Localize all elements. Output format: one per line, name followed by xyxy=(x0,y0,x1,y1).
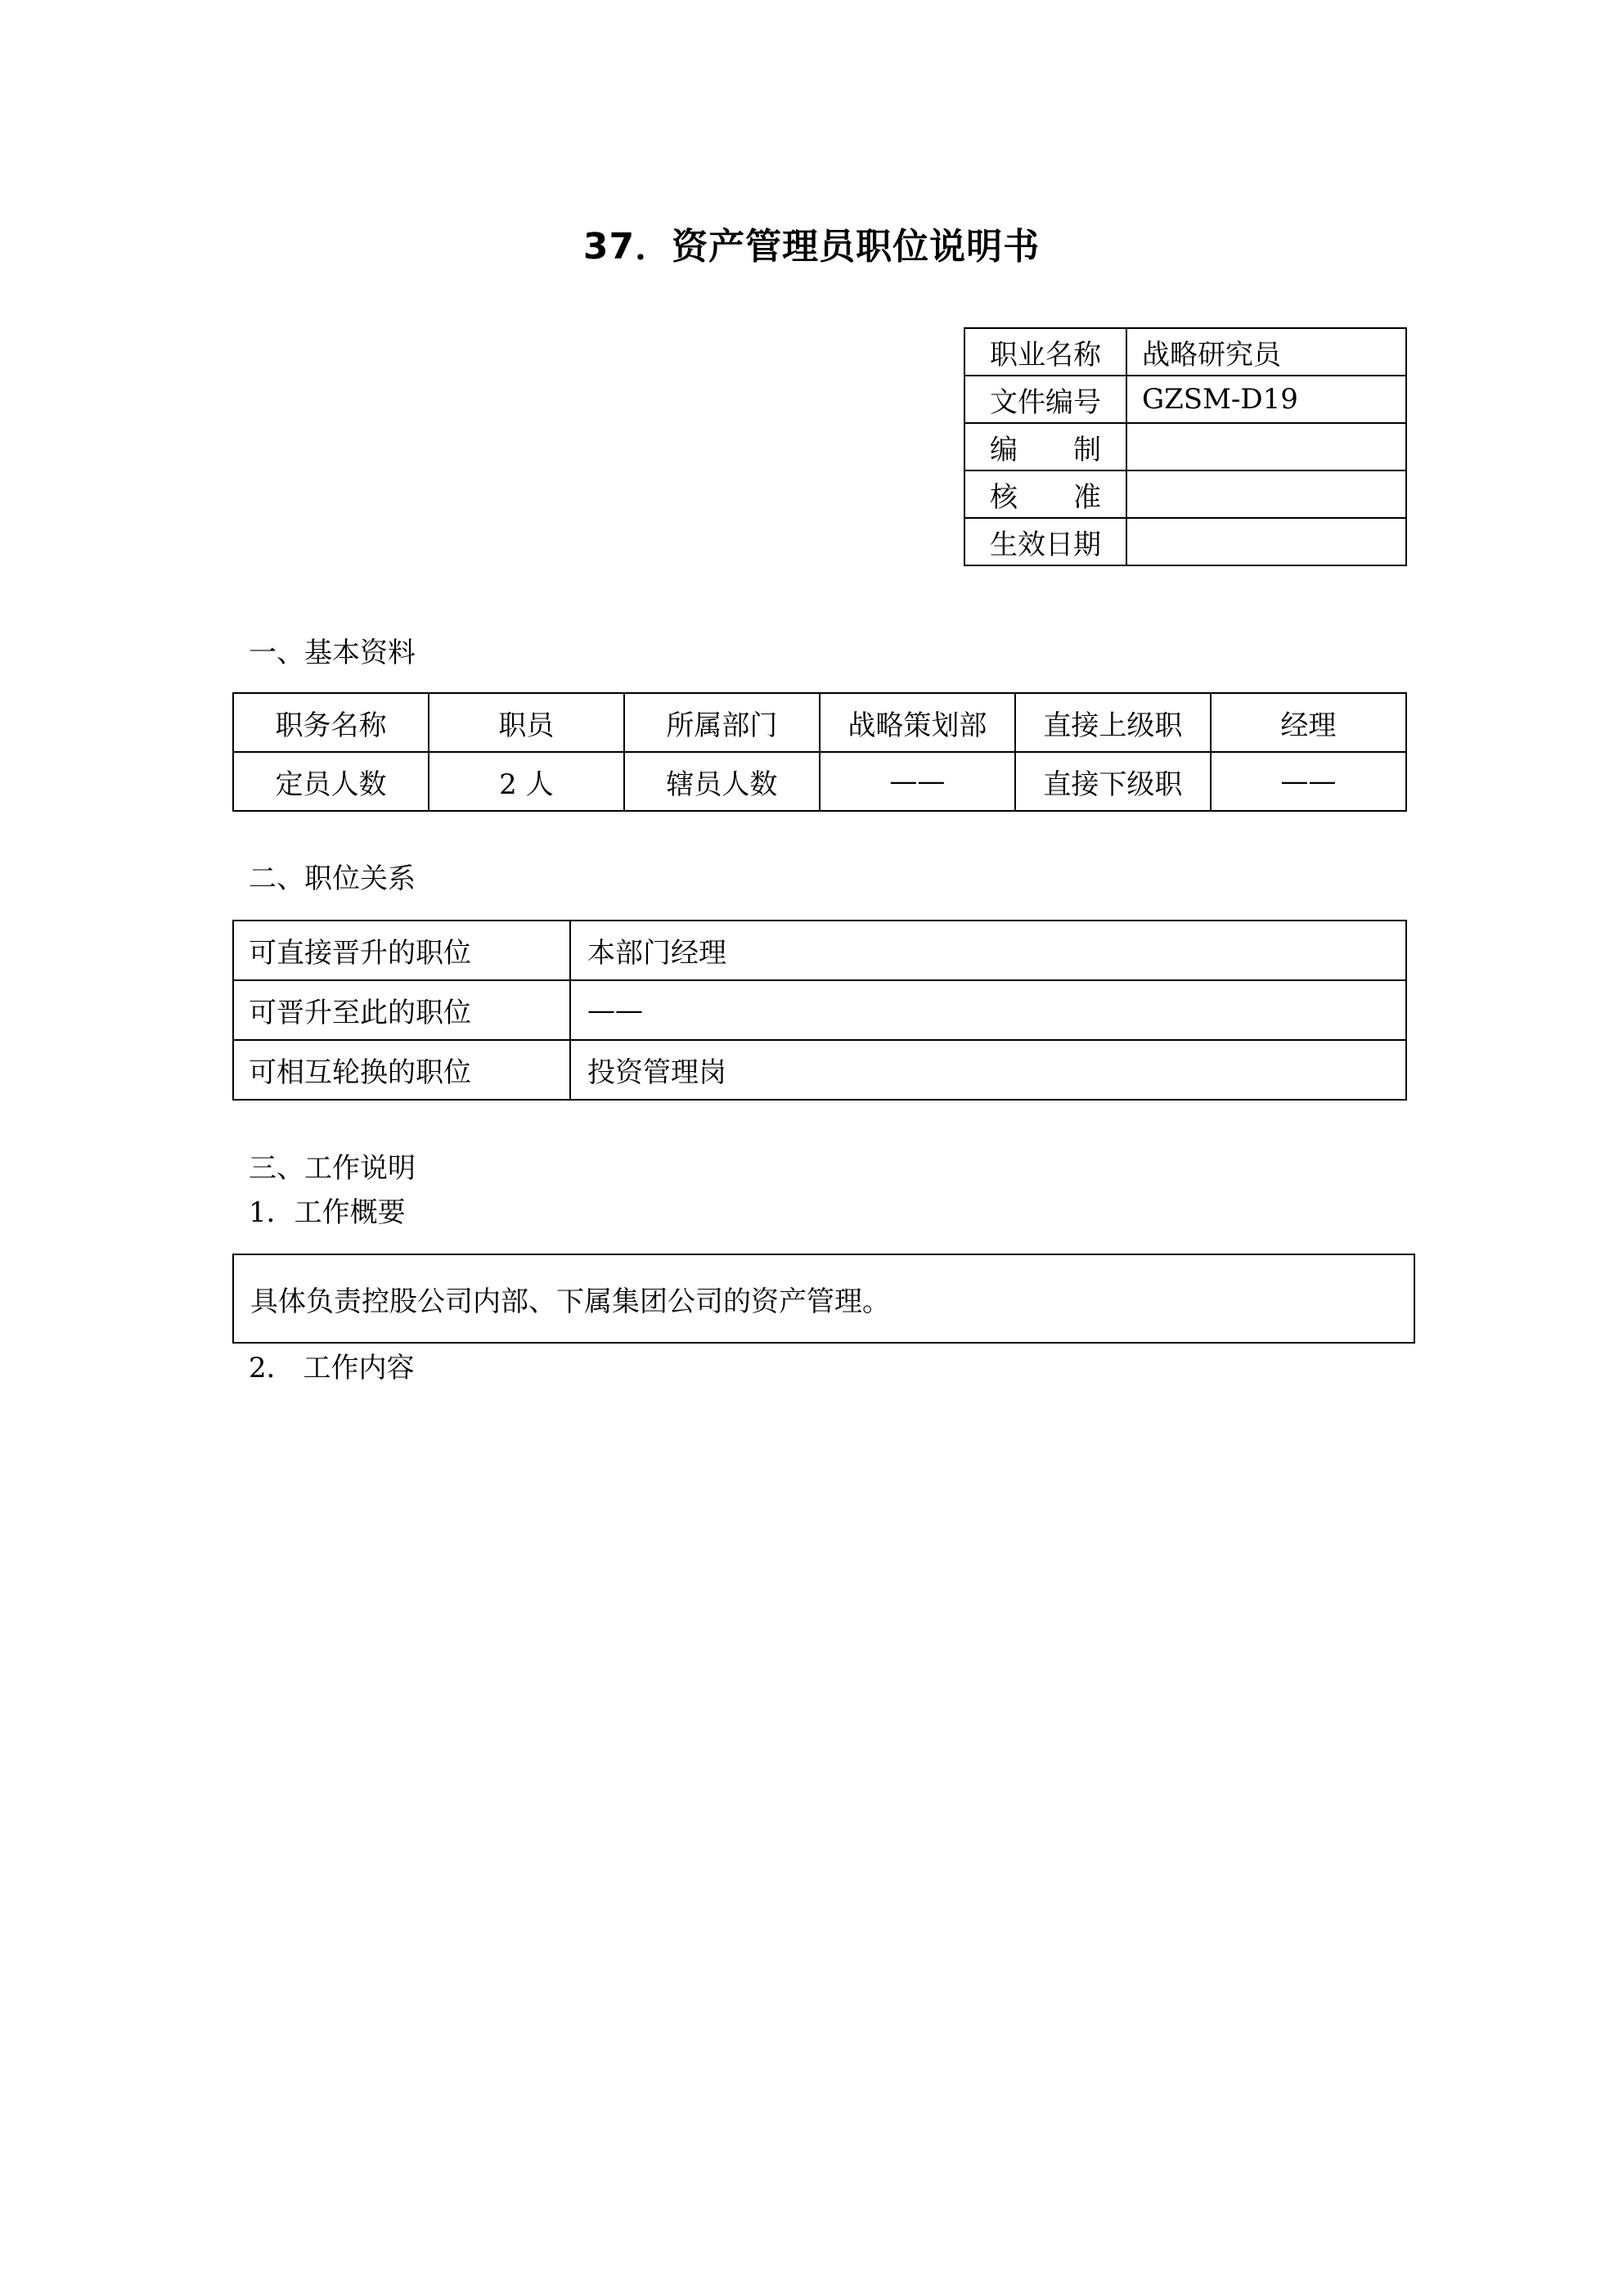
section-heading-basic: 一、基本资料 xyxy=(249,637,416,669)
subheading-summary: 1．工作概要 xyxy=(249,1196,406,1229)
table-cell: 2 人 xyxy=(429,752,624,811)
basic-info-table xyxy=(232,692,1407,812)
table-row xyxy=(233,1040,1406,1100)
table-row xyxy=(233,693,1406,752)
section-heading-relations: 二、职位关系 xyxy=(249,862,416,895)
table-cell: 战略策划部 xyxy=(820,693,1015,752)
relation-label: 可相互轮换的职位 xyxy=(233,1040,570,1100)
meta-row xyxy=(964,423,1406,470)
relation-label: 可晋升至此的职位 xyxy=(233,980,570,1040)
relation-label: 可直接晋升的职位 xyxy=(233,921,570,980)
meta-value xyxy=(1126,518,1406,565)
table-cell: —— xyxy=(1211,752,1406,811)
table-cell: 辖员人数 xyxy=(624,752,820,811)
relation-value: 本部门经理 xyxy=(570,921,1406,980)
relations-table xyxy=(232,920,1407,1101)
table-row xyxy=(233,752,1406,811)
meta-label: 文件编号 xyxy=(964,376,1126,423)
relation-value: 投资管理岗 xyxy=(570,1040,1406,1100)
table-cell: 所属部门 xyxy=(624,693,820,752)
meta-row xyxy=(964,518,1406,565)
section-heading-work: 三、工作说明 xyxy=(249,1152,416,1185)
table-row xyxy=(233,921,1406,980)
meta-row xyxy=(964,470,1406,518)
meta-label: 职业名称 xyxy=(964,328,1126,376)
meta-label: 生效日期 xyxy=(964,518,1126,565)
meta-value: GZSM-D19 xyxy=(1126,376,1406,423)
table-cell: 经理 xyxy=(1211,693,1406,752)
table-cell: 定员人数 xyxy=(233,752,429,811)
page-title: 37．资产管理员职位说明书 xyxy=(582,226,1041,268)
table-cell: 直接下级职 xyxy=(1015,752,1211,811)
document-meta-table xyxy=(964,327,1407,566)
meta-label: 编 制 xyxy=(964,423,1126,470)
meta-value xyxy=(1126,423,1406,470)
meta-row xyxy=(964,376,1406,423)
table-cell: —— xyxy=(820,752,1015,811)
meta-row xyxy=(964,328,1406,376)
table-row xyxy=(233,980,1406,1040)
table-cell: 职员 xyxy=(429,693,624,752)
relation-value: —— xyxy=(570,980,1406,1040)
table-cell: 直接上级职 xyxy=(1015,693,1211,752)
meta-label: 核 准 xyxy=(964,470,1126,518)
subheading-content: 2． 工作内容 xyxy=(249,1352,415,1384)
meta-value: 战略研究员 xyxy=(1126,328,1406,376)
work-summary-box xyxy=(232,1254,1415,1344)
work-summary-text: 具体负责控股公司内部、下属集团公司的资产管理。 xyxy=(233,1254,1414,1343)
meta-value xyxy=(1126,470,1406,518)
table-row xyxy=(233,1254,1414,1343)
table-cell: 职务名称 xyxy=(233,693,429,752)
